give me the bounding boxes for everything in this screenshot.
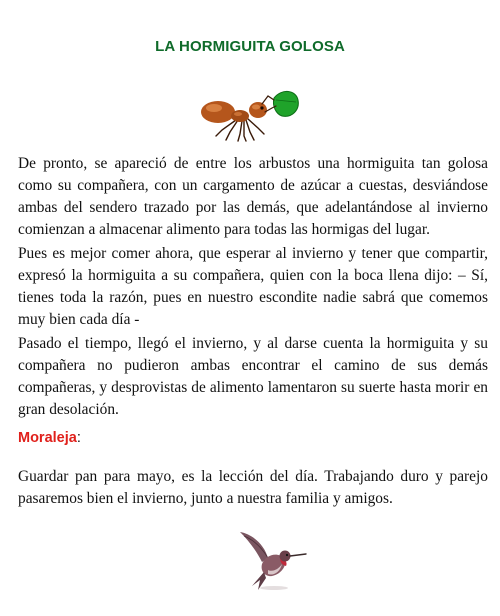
moral-heading: [18, 430, 81, 446]
moral-heading-colon: :: [76, 430, 81, 446]
hummingbird-icon: [238, 528, 308, 592]
story-title: LA HORMIGUITA GOLOSA: [155, 38, 345, 55]
moral-paragraph: Guardar pan para mayo, es la lección del día. Trabajando duro y parejo pasaremos bien el invierno, junto a nuestra familia y amigos.: [18, 468, 488, 507]
moral-heading-label: Moraleja: [18, 430, 77, 446]
story-paragraph-2: Pues es mejor comer ahora, que esperar al invierno y tener que compartir, expresó la hormiguita a su compañera, quien con la boca llena dijo: – Sí, tienes toda la razón, pues en nuestro escondite nadie sabrá que comemos muy bien cada día -: [18, 245, 488, 328]
ant-carrying-leaf-icon: [196, 86, 302, 142]
story-paragraph-3: Pasado el tiempo, llegó el invierno, y al darse cuenta la hormiguita y su compañera no pudieron ambas encontrar el camino de sus demás compañeras, y desprovistas de alimento lamentaron su suerte hasta morir en gran desolación.: [18, 335, 488, 418]
story-paragraph-1: De pronto, se apareció de entre los arbustos una hormiguita tan golosa como su compañera, con un cargamento de azúcar a cuestas, desviándose ambas del sendero trazado por las demás, que adelantándose al invierno comienzan a almacenar alimento para todas las hormigas del lugar.: [18, 155, 488, 238]
